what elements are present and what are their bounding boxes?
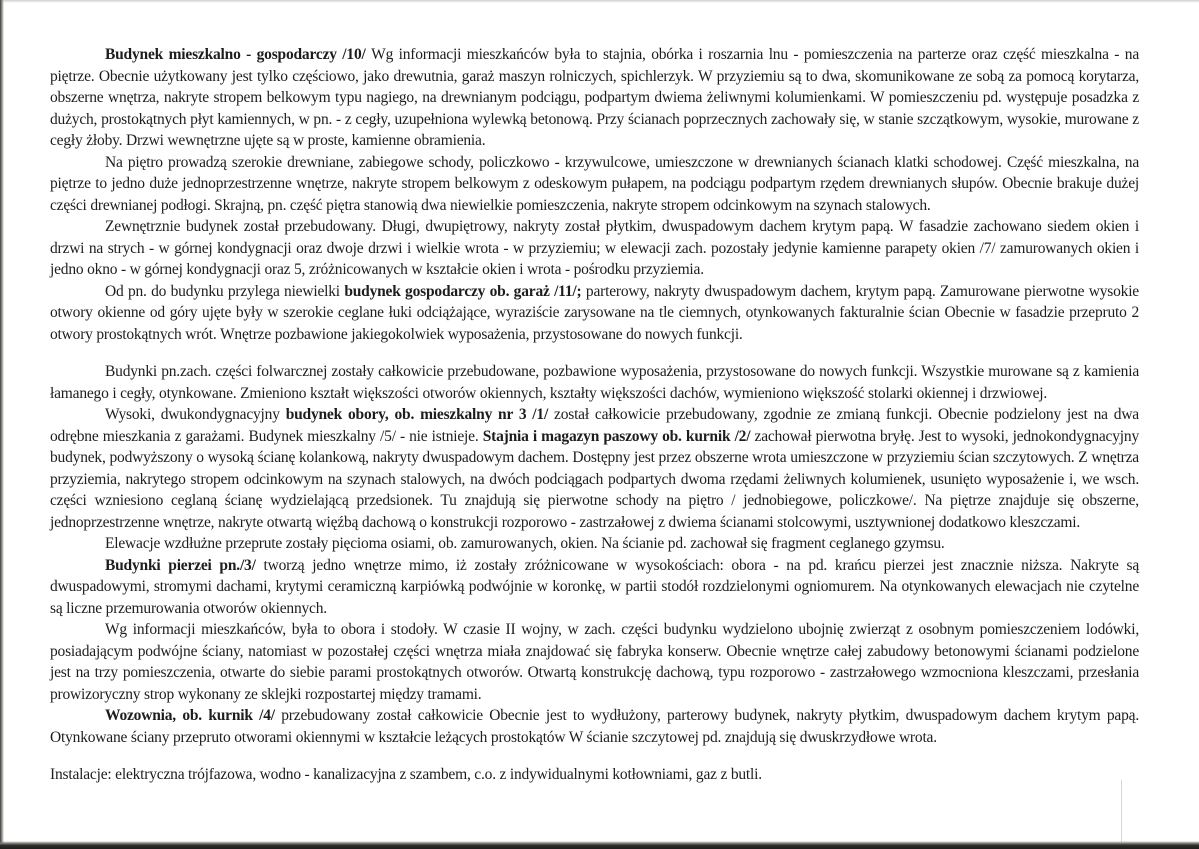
scan-edge-top bbox=[0, 0, 1199, 3]
para-wozownia bbox=[50, 705, 1139, 748]
para-schody-i-pietro bbox=[50, 152, 1139, 217]
body-text: został całkowicie przebudowany, zgodnie ze zmianą funkcji. Obecnie podzielony jest na dwa odrębne mieszkania z garażami. Budynek mieszkalny /5/ - nie istnieje. bbox=[50, 406, 1139, 445]
body-text: Zewnętrznie budynek został przebudowany. Długi, dwupiętrowy, nakryty został płytkim, dwuspadowym dachem krytym papą. W fasadzie zachowano siedem okien i drzwi na strych - w górnej kondygnacji oraz dwoje drzwi i wielkie wrota - w przyziemiu; w elewacji zach. pozostały jedynie kamienne parapety okien /7/ zamurowanych okien i jedno okno - w górnej kondygnacji oraz 5, zróżnicowanych w kształcie okien i wrota - pośrodku przyziemia. bbox=[50, 218, 1139, 278]
building-heading: Budynek mieszkalno - gospodarczy /10/ bbox=[105, 46, 372, 63]
building-heading: budynek gospodarczy ob. garaż /11/; bbox=[344, 282, 582, 300]
para-obora-i-stodoly bbox=[50, 619, 1139, 705]
body-text: przebudowany został całkowicie Obecnie jest to wydłużony, parterowy budynek, nakryty płytkim, dwuspadowym dachem krytym papą. Otynkowane ściany przepruto otworami okiennymi w kształcie leżących prostokątów W ścianie szczytowej pd. znajdują się dwuskrzydłowe wrota. bbox=[50, 707, 1139, 746]
para-instalacje bbox=[50, 764, 1139, 786]
body-text: Elewacje wzdłużne przeprute zostały pięcioma osiami, ob. zamurowanych, okien. Na ścianie pd. zachował się fragment ceglanego gzymsu. bbox=[105, 535, 945, 552]
body-text: zachował pierwotna bryłę. Jest to wysoki, jednokondygnacyjny budynek, podwyższony o wysoką ścianę kolankową, nakryty dwuspadowym dachem. Dostępny jest przez obszerne wrota umieszczone w przyziemiu ścian szczytowych. Z wnętrza przyziemia, nakrytego stropem odcinkowym na szynach stalowych, na dwóch podciągach podpartych dwoma rzędami żeliwnych kolumienek, usunięto wyposażenie i, we wsch. części wzniesiono ceglaną ścianę wydzielającą przedsionek. Tu znajdują się pierwotne schody na piętro / jednobiegowe, policzkowe/. Na piętrze znajduje się obszerne, jednoprzestrzenne wnętrze, nakryte otwartą więźbą dachową o konstrukcji rozporowo - zastrzałowej z dwiema ścianami stolcowymi, usztywnionej dodatkowo kleszczami. bbox=[50, 427, 1139, 531]
document-body bbox=[50, 44, 1139, 786]
body-text: Wysoki, dwukondygnacyjny bbox=[105, 406, 286, 423]
body-text: Wg informacji mieszkańców, była to obora i stodoły. W czasie II wojny, w zach. części budynku wydzielono ubojnię zwierząt z osobnym pomieszczeniem lodówki, posiadającym podwójne ściany, natomiast w pozostałej części wnętrza miała znajdować się fabryka konserw. Obecnie wnętrze całej zabudowy betonowymi ścianami podzielone jest na trzy pomieszczenia, otwarte do siebie parami prostokątnych otworów. Otwartą konstrukcję dachową, typu rozporowo - zastrzałowego wzmocniona kleszczami, przesłania prowizoryczny strop wykonany ze sklejki rozpostartej między tramami. bbox=[50, 621, 1139, 703]
scan-edge-bottom bbox=[0, 841, 1199, 849]
body-text: Na piętro prowadzą szerokie drewniane, zabiegowe schody, policzkowo - krzywulcowe, umieszczone w drewnianych ścianach klatki schodowej. Część mieszkalna, na piętrze to jedno duże jednoprzestrzenne wnętrze, nakryte stropem belkowym z odeskowym pułapem, na podciągu podpartym rzędem drewnianych słupów. Obecnie brakuje dużej części drewnianej podłogi. Skrajną, pn. część piętra stanowią dwa niewielkie pomieszczenia, nakryte stropem odcinkowym na szynach stalowych. bbox=[50, 153, 1139, 214]
building-heading: Wozownia, ob. kurnik /4/ bbox=[105, 707, 275, 724]
body-text: Budynki pn.zach. części folwarcznej zostały całkowicie przebudowane, pozbawione wyposażenia, przystosowane do nowych funkcji. Wszystkie murowane są z kamienia łamanego i cegły, otynkowane. Zmieniono kształt większości otworów okiennych, kształty większości dachów, wymieniono większość stolarki okiennej i drzwiowej. bbox=[50, 363, 1139, 402]
body-text: Od pn. do budynku przylega niewielki bbox=[105, 282, 345, 300]
para-budynek-gospodarczy-garaz bbox=[50, 281, 1139, 346]
body-text: Wg informacji mieszkańców była to stajnia, obórka i roszarnia lnu - pomieszczenia na parterze oraz część mieszkalna - na piętrze. Obecnie użytkowany jest tylko częściowo, jako drewutnia, garaż maszyn rolniczych, spichlerzyk. W przyziemiu są to dwa, skomunikowane ze sobą za pomocą korytarza, obszerne wnętrza, nakryte stropem belkowym typu nagiego, na drewnianym podciągu, podpartym dwiema żeliwnymi kolumienkami. W pomieszczeniu pd. występuje posadzka z dużych, prostokątnych płyt kamiennych, w pn. - z cegły, uzupełniona wylewką betonową. Przy ścianach poprzecznych zachowały się, w stanie szczątkowym, wysokie, murowane z cegły żłoby. Drzwi wewnętrzne ujęte są w proste, kamienne obramienia. bbox=[50, 46, 1139, 149]
para-budynki-pierzei-pn bbox=[50, 555, 1139, 620]
para-zewnetrznie-budynek bbox=[50, 216, 1139, 281]
scan-edge-left bbox=[0, 0, 4, 849]
body-text: tworzą jedno wnętrze mimo, iż zostały zróżnicowane w wysokościach: obora - na pd. krańcu pierzei jest znacznie niższa. Nakryte są dwuspadowymi, stromymi dachami, krytymi ceramiczną karpiówką podwójnie w koronkę, w partii stodół rozdzielonymi ogniomurem. Na otynkowanych elewacjach nie czytelne są liczne przemurowania otworów okiennych. bbox=[50, 556, 1139, 617]
para-budynki-pn-zach bbox=[50, 361, 1139, 404]
body-text: Instalacje: elektryczna trójfazowa, wodno - kanalizacyjna z szambem, c.o. z indywidualnymi kotłowniami, gaz z butli. bbox=[50, 766, 762, 783]
building-heading: Budynki pierzei pn./3/ bbox=[105, 556, 256, 574]
building-heading: Stajnia i magazyn paszowy ob. kurnik /2/ bbox=[482, 427, 751, 445]
paper-fold-line bbox=[1121, 780, 1122, 842]
body-text: parterowy, nakryty dwuspadowym dachem, krytym papą. Zamurowane pierwotne wysokie otwory okienne od góry ujęte były w szerokie ceglane łuki odciążające, wyraziście zarysowane na tle ciemnych, otynkowanych fakturalnie ścian Obecnie w fasadzie przepruto 2 otwory prostokątnych wrót. Wnętrze pozbawione jakiegokolwiek wyposażenia, przystosowane do nowych funkcji. bbox=[50, 282, 1139, 343]
para-budynek-mieszkalno-gospodarczy bbox=[50, 44, 1139, 152]
para-elewacje-wzdluzne bbox=[50, 533, 1139, 555]
para-budynek-obory-i-stajnia bbox=[50, 404, 1139, 533]
building-heading: budynek obory, ob. mieszkalny nr 3 /1/ bbox=[285, 406, 549, 423]
